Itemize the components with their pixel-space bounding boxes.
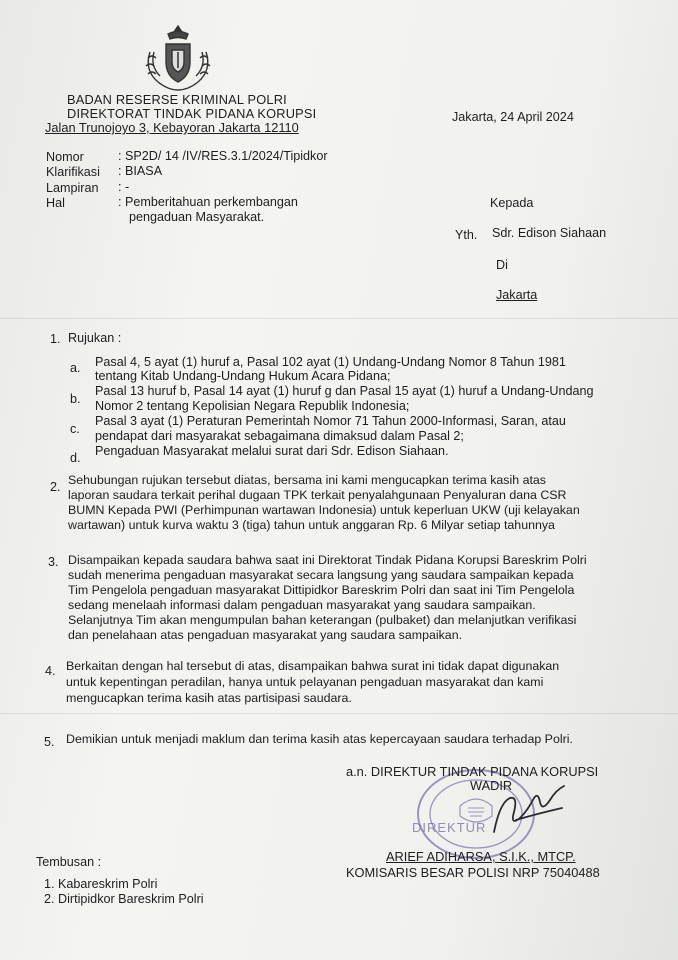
paragraph-line: Selanjutnya Tim akan mengumpulan bahan keterangan (pulbaket) dan melanjutkan verifikasi — [68, 613, 577, 627]
ref-line: Pasal 3 ayat (1) Peraturan Pemerintah Nomor 71 Tahun 2000-Informasi, Saran, atau — [95, 414, 566, 428]
polri-emblem-logo — [138, 22, 218, 92]
ref-line: tentang Kitab Undang-Undang Hukum Acara Pidana; — [95, 369, 391, 383]
tembusan-item: 1. Kabareskrim Polri — [44, 877, 158, 891]
paragraph-line: mengucapkan terima kasih atas partisipasi saudara. — [66, 691, 352, 705]
handwritten-signature — [488, 780, 568, 840]
ref-line: Pengaduan Masyarakat melalui surat dari Sdr. Edison Siahaan. — [95, 444, 449, 458]
rujukan-title: Rujukan : — [68, 331, 122, 345]
recipient-name: Sdr. Edison Siahaan — [492, 226, 607, 240]
org-address: Jalan Trunojoyo 3, Kebayoran Jakarta 12110 — [45, 120, 299, 135]
klasifikasi-label: Klarifikasi — [46, 165, 100, 179]
nomor-value: : SP2D/ 14 /IV/RES.3.1/2024/Tipidkor — [118, 149, 328, 163]
paragraph-line: Demikian untuk menjadi maklum dan terima kasih atas kepercayaan saudara terhadap Polri. — [66, 732, 573, 746]
paragraph-line: BUMN Kepada PWI (Perhimpunan wartawan Indonesia) untuk keperluan UKW (uji kelayakan — [68, 503, 580, 517]
tembusan-item: 2. Dirtipidkor Bareskrim Polri — [44, 892, 204, 906]
ref-line: Pasal 4, 5 ayat (1) huruf a, Pasal 102 ayat (1) Undang-Undang Nomor 8 Tahun 1981 — [95, 355, 566, 369]
point-number: 5. — [44, 735, 55, 749]
yth-label: Yth. — [455, 228, 478, 242]
di-label: Di — [496, 258, 508, 272]
on-behalf-title: a.n. DIREKTUR TINDAK PIDANA KORUPSI — [346, 764, 599, 779]
wadir-title: WADIR — [470, 778, 513, 793]
klasifikasi-value: : BIASA — [118, 164, 163, 178]
paragraph-line: sedang menelaah informasi dalam pengaduan masyarakat yang saudara sampaikan. — [68, 598, 536, 612]
paragraph-line: untuk kepentingan peradilan, hanya untuk pelayanan pengaduan masyarakat dan kami — [66, 675, 544, 689]
ref-line: Pasal 13 huruf b, Pasal 14 ayat (1) huruf g dan Pasal 15 ayat (1) huruf a Undang-Undang — [95, 384, 594, 398]
paragraph-line: sudah menerima pengaduan masyarakat secara langsung yang saudara sampaikan kepada — [68, 568, 574, 582]
signatory-name: ARIEF ADIHARSA, S.I.K., MTCP. — [386, 849, 576, 864]
point-number: 2. — [50, 480, 61, 494]
signatory-rank: KOMISARIS BESAR POLISI NRP 75040488 — [346, 865, 600, 880]
place-date: Jakarta, 24 April 2024 — [452, 110, 574, 124]
paragraph-line: Tim Pengelola pengaduan masyarakat Dittipidkor Bareskrim Polri dan saat ini Tim Pengelola — [68, 583, 575, 597]
paragraph-line: dan penelahaan atas pengaduan masyarakat yang saudara sampaikan. — [68, 628, 463, 642]
paper-fold — [0, 318, 678, 319]
directorate-name: DIREKTORAT TINDAK PIDANA KORUPSI — [67, 106, 317, 121]
stamp-text: DIREKTUR — [412, 820, 487, 835]
point-number: 1. — [50, 332, 61, 346]
recipient-city: Jakarta — [496, 288, 538, 302]
org-name: BADAN RESERSE KRIMINAL POLRI — [67, 92, 287, 107]
paragraph-line: laporan saudara terkait perihal dugaan TPK terkait penyalahgunaan Penyaluran dana CSR — [68, 488, 567, 502]
ref-letter: a. — [70, 361, 81, 375]
paragraph-line: Sehubungan rujukan tersebut diatas, bersama ini kami mengucapkan terima kasih atas — [68, 473, 547, 487]
ref-line: Nomor 2 tentang Kepolisian Negara Republik Indonesia; — [95, 399, 410, 413]
tembusan-title: Tembusan : — [36, 855, 102, 869]
lampiran-label: Lampiran — [46, 181, 99, 195]
paper-fold — [0, 713, 678, 714]
ref-letter: d. — [70, 451, 81, 465]
lampiran-value: : - — [118, 180, 130, 194]
nomor-label: Nomor — [46, 150, 84, 164]
paragraph-line: Disampaikan kepada saudara bahwa saat ini Direktorat Tindak Pidana Korupsi Bareskrim Polri — [68, 553, 587, 567]
ref-letter: b. — [70, 392, 81, 406]
ref-letter: c. — [70, 422, 80, 436]
hal-value-cont: pengaduan Masyarakat. — [129, 210, 265, 224]
kepada-label: Kepada — [490, 196, 534, 210]
point-number: 3. — [48, 555, 59, 569]
hal-label: Hal — [46, 196, 65, 210]
paragraph-line: wartawan) untuk kurva waktu 3 (tiga) tahun untuk anggaran Rp. 6 Milyar setiap tahunnya — [68, 518, 555, 532]
hal-value: : Pemberitahuan perkembangan — [118, 195, 298, 209]
paragraph-line: Berkaitan dengan hal tersebut di atas, disampaikan bahwa surat ini tidak dapat digunakan — [66, 659, 560, 673]
point-number: 4. — [45, 664, 56, 678]
ref-line: pendapat dari masyarakat sebagaimana dimaksud dalam Pasal 2; — [95, 429, 464, 443]
